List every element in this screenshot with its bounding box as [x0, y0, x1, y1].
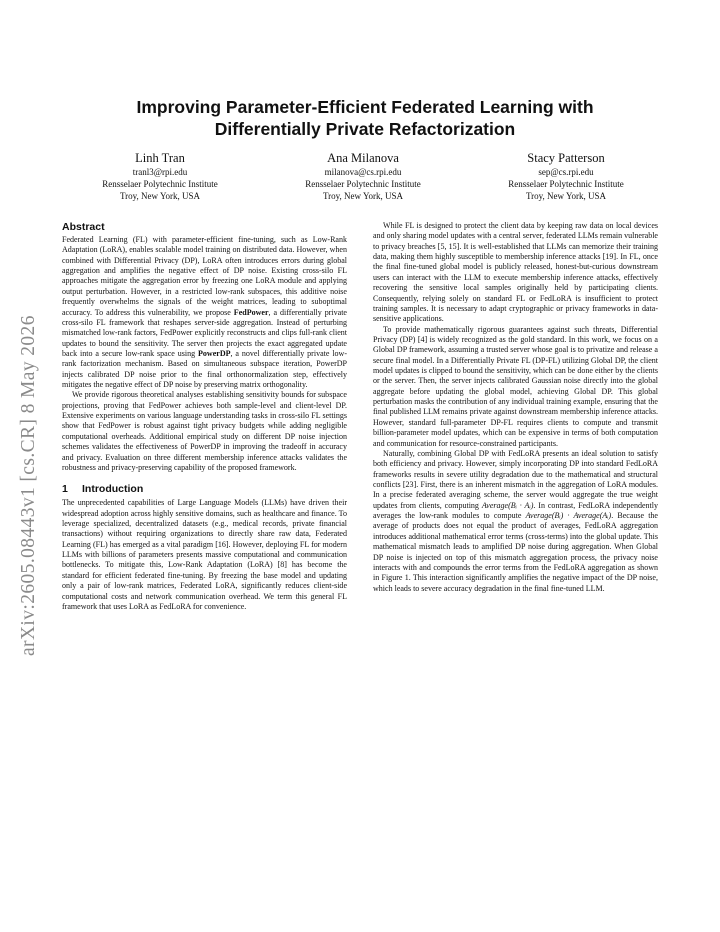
body-paragraph-1: While FL is designed to protect the client data by keeping raw data on local devices and only sharing model updates with a central server, federated LLMs remain vulnerable to privacy breaches [5, 15]. It is well-established that LLMs can memorize their training data, making them highly susceptible to membership inference attacks [19]. In FL, once the final fine-tuned global model is publicly released, honest-but-curious downstream users can interact with the LLM to execute membership inference attacks, effectively recovering the sensitive local samples originally held by participating clients. Consequently, relying solely on standard FL or FedLoRA is insufficient to protect training samples. It is necessary to adapt cryptographic or privacy frameworks in data-sensitive applications. — [373, 221, 658, 324]
abstract-heading: Abstract — [62, 221, 105, 233]
title-line-2: Differentially Private Refactorization — [214, 119, 516, 139]
author-affiliation: Rensselaer Polytechnic Institute — [305, 178, 421, 189]
author-1 — [62, 151, 258, 202]
abstract-text: , a novel differentially private low-rank factorization mechanism. Based on simultaneous subspace iteration, PowerDP injects calibrated DP noise prior to the final orthonormalization step, effectively mitigates the negative effect of DP noise by preserving matrix orthogonality. — [62, 348, 348, 390]
author-affiliation: Rensselaer Polytechnic Institute — [102, 178, 218, 189]
author-location: Troy, New York, USA — [322, 190, 404, 201]
body-text: . Because the average of products does not equal the product of averages, FedLoRA aggregation introduces additional mathematical error terms (cross-terms) into the global update. This mathematical mismatch leads to amplified DP noise during aggregation. When Global DP noise is injected on top of this mismatch aggregation process, the privacy noise interacts with and compounds the error terms from the FedLoRA aggregation as shown in Figure 1. This interaction significantly amplifies the negative impact of the DP noise, which leads to severe accuracy degradation in the final fine-tuned LLM. — [373, 511, 658, 593]
abstract-text: , a differentially private cross-silo FL framework that reshapes server-side aggregation. Instead of perturbing mismatched low-rank factors, FedPower explicitly reconstructs and clips full-rank client updates to bound the sensitivity. The server then projects the exact aggregated update back into a secure low-rank space using — [62, 307, 347, 358]
right-column — [373, 221, 658, 594]
author-location: Troy, New York, USA — [119, 190, 201, 201]
author-email: milanova@cs.rpi.edu — [324, 167, 402, 177]
body-paragraph-3 — [373, 449, 658, 594]
powerdp-term: PowerDP — [198, 348, 231, 358]
intro-paragraph-1: The unprecedented capabilities of Large Language Models (LLMs) have driven their widespread adoption across highly sensitive domains, such as healthcare and finance. To leverage specialized, decentralized datasets (e.g., medical records, private financial transactions) without requiring organizations to directly share raw data, Federated Learning (FL) has emerged as a vital paradigm [16]. However, deploying FL for modern LLMs with billions of parameters presents massive computational and communication bottlenecks. To mitigate this, Low-Rank Adaptation (LoRA) [8] has become the standard for efficient federated fine-tuning. By freezing the base model and updating only a pair of low-rank matrices, Federated LoRA, significantly reduces client-side computational costs and network communication overhead. We term this general FL framework that uses LoRA as FedLoRA for convenience. — [62, 498, 347, 611]
fedpower-term: FedPower — [233, 307, 269, 317]
author-3 — [468, 151, 664, 202]
author-name: Ana Milanova — [327, 151, 399, 165]
author-email: sep@cs.rpi.edu — [538, 167, 594, 177]
author-name: Linh Tran — [135, 151, 185, 165]
body-text: . In contrast, FedLoRA independently averages the low-rank modules to compute — [373, 500, 659, 521]
author-affiliation: Rensselaer Polytechnic Institute — [508, 178, 624, 189]
paper-title — [70, 96, 660, 140]
math-expression: Average(Bᵢ · Aᵢ) — [481, 500, 534, 510]
section-heading-introduction — [62, 483, 347, 495]
title-line-1: Improving Parameter-Efficient Federated Learning with — [136, 97, 594, 117]
arxiv-identifier: arXiv:2605.08443v1 [cs.CR] 8 May 2026 — [18, 315, 39, 656]
author-2 — [265, 151, 461, 202]
body-paragraph-2: To provide mathematically rigorous guarantees against such threats, Differential Privacy (DP) [4] is widely recognized as the gold standard. In this work, we focus on a Global DP framework, assuming a trusted server whose goal is to privatize and release a secure final model. In a Differentially Private FL (DP-FL) utilizing Global DP, the client model updates is clipped to bound the sensitivity, which can be done either by the clients or the server. Then, the server injects calibrated Gaussian noise directly into the global aggregate before updating the global model, achieving Global DP. This global perturbation masks the contribution of any individual training example, ensuring that the final published LLM remains private against downstream membership inference attacks. However, standard full-parameter DP-FL requires clients to compute and transmit billion-parameter model updates, which can be expensive in terms of both computation and communication for resource-constrained participants. — [373, 324, 658, 448]
abstract-paragraph-2: We provide rigorous theoretical analyses establishing sensitivity bounds for subspace projections, proving that FedPower achieves both sample-level and client-level DP. Extensive experiments on various language understanding tasks in cross-silo FL settings show that FedPower is robust against tight privacy budgets while adding negligible computational overheads. Additional empirical study on different DP noise injection schemes validates the effectiveness of PowerDP in improving the tradeoff in accuracy and privacy. Evaluation on three different membership inference attacks validates the robustness and privacy-preserving capability of the proposed framework. — [62, 390, 347, 472]
left-column — [62, 221, 347, 612]
body-text: Naturally, combining Global DP with FedLoRA presents an ideal solution to satisfy both efficiency and privacy. However, simply incorporating DP into standard FedLoRA frameworks results in severe utility degradation due to the mathematical and structural conflicts [23]. First, there is an inherent mismatch in the aggregation of LoRA modules. In a precise federated averaging scheme, the server would aggregate the true weight updates from clients, computing — [373, 448, 658, 510]
section-number: 1 — [62, 483, 68, 496]
author-email: tranl3@rpi.edu — [132, 167, 188, 177]
abstract-text: Federated Learning (FL) with parameter-efficient fine-tuning, such as Low-Rank Adaptation (LoRA), enables scalable model training on distributed data. However, when combined with Differential Privacy (DP), LoRA often introduces errors during global aggregation and amplifies the negative effect of DP noise. Existing cross-silo FL approaches mitigate the aggregation error by freezing one LoRA module and applying output perturbation. However, in a restricted low-rank subspaces, this additive noise frequently overwhelms the signals of the weight matrices, leading to suboptimal accuracy. To address this vulnerability, we propose — [62, 235, 347, 317]
author-block — [62, 151, 664, 202]
author-name: Stacy Patterson — [527, 151, 605, 165]
abstract-paragraph-1 — [62, 235, 347, 390]
math-expression: Average(Bᵢ) · Average(Aᵢ) — [525, 511, 612, 521]
section-title: Introduction — [82, 483, 144, 496]
author-location: Troy, New York, USA — [525, 190, 607, 201]
